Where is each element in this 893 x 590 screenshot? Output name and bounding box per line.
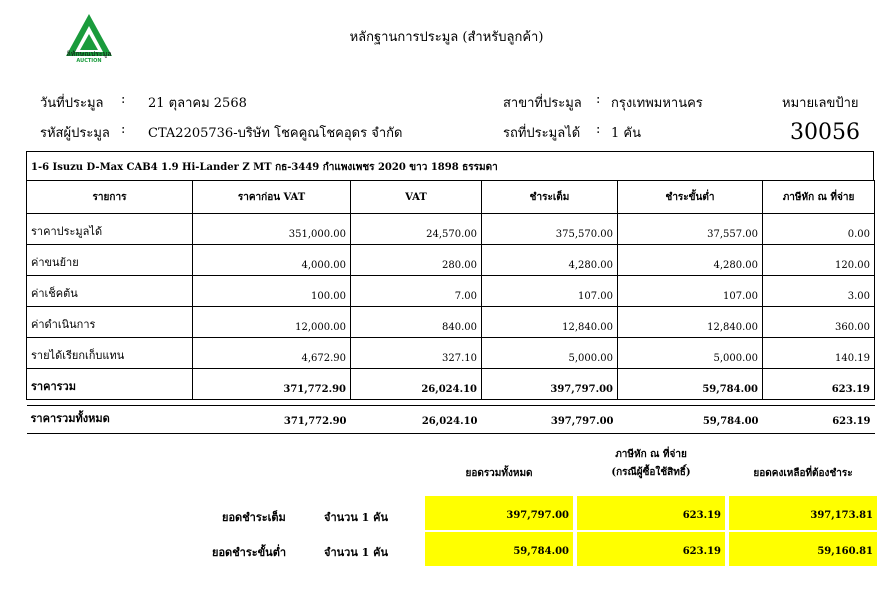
cell: 24,570.00 (351, 214, 482, 245)
cell: 7.00 (351, 276, 482, 307)
colon: : (121, 92, 126, 107)
cars-won-value: 1 คัน (611, 126, 641, 141)
cell: 351,000.00 (193, 214, 351, 245)
row-label: ราคาประมูลได้ (27, 214, 193, 245)
cell: 623.19 (763, 406, 875, 434)
cell: 371,772.90 (193, 369, 351, 400)
grand-total-row (27, 406, 875, 434)
row-label: ค่าขนย้าย (27, 245, 193, 276)
cell: 623.19 (763, 369, 875, 400)
vehicle-description-box (26, 151, 874, 180)
table-row (27, 214, 875, 245)
cell: 12,840.00 (482, 307, 618, 338)
cell: 3.00 (763, 276, 875, 307)
row-label: ค่าดำเนินการ (27, 307, 193, 338)
summary-header-wht (577, 446, 725, 482)
summary-row-qty: จำนวน 1 คัน (324, 546, 389, 559)
table-row (27, 338, 875, 369)
cell: 4,672.90 (193, 338, 351, 369)
bidder-code-label: รหัสผู้ประมูล (40, 126, 110, 141)
cell: 59,784.00 (618, 406, 763, 434)
row-label: ราคารวม (27, 369, 193, 400)
summary-wht-value: 623.19 (682, 510, 721, 521)
cell: 397,797.00 (482, 406, 618, 434)
summary-remaining-cell (729, 496, 877, 530)
colon: : (596, 122, 601, 137)
cell: 360.00 (763, 307, 875, 338)
cell: 37,557.00 (618, 214, 763, 245)
cell: 107.00 (618, 276, 763, 307)
table-row (27, 307, 875, 338)
column-header: VAT (351, 181, 482, 214)
summary-header-remaining: ยอดคงเหลือที่ต้องชำระ (753, 468, 853, 479)
cell: 0.00 (763, 214, 875, 245)
cell: 327.10 (351, 338, 482, 369)
document-title: หลักฐานการประมูล (สำหรับลูกค้า) (349, 30, 544, 45)
cell: 371,772.90 (193, 406, 351, 434)
branch-value: กรุงเทพมหานคร (611, 96, 703, 111)
summary-header-total: ยอดรวมทั้งหมด (465, 468, 533, 479)
cars-won-label: รถที่ประมูลได้ (503, 126, 581, 141)
column-header: ชำระเต็ม (482, 181, 618, 214)
summary-row-label: ยอดชำระเต็ม (222, 511, 286, 524)
branch-label: สาขาที่ประมูล (503, 96, 582, 111)
table-row (27, 276, 875, 307)
cell: 5,000.00 (482, 338, 618, 369)
total-row (27, 369, 875, 400)
auction-date-value: 21 ตุลาคม 2568 (148, 96, 247, 111)
summary-total-cell (425, 496, 573, 530)
vehicle-description: 1-6 Isuzu D-Max CAB4 1.9 Hi-Lander Z MT กธ-3449 กำแพงเพชร 2020 ขาว 1898 ธรรมดา (31, 162, 498, 173)
cell: 4,000.00 (193, 245, 351, 276)
cell: 5,000.00 (618, 338, 763, 369)
cell: 375,570.00 (482, 214, 618, 245)
summary-wht-value: 623.19 (682, 546, 721, 557)
column-header: รายการ (27, 181, 193, 214)
price-breakdown-table (26, 180, 875, 434)
cell: 107.00 (482, 276, 618, 307)
sign-number-value: 30056 (790, 120, 860, 145)
summary-row-qty: จำนวน 1 คัน (324, 511, 389, 524)
summary-header-wht-line2: (กรณีผู้ซื้อใช้สิทธิ์) (611, 467, 691, 478)
logo-subtext: AUCTION (76, 58, 102, 64)
cell: 12,840.00 (618, 307, 763, 338)
colon: : (121, 122, 126, 137)
cell: 4,280.00 (618, 245, 763, 276)
row-label: ราคารวมทั้งหมด (27, 406, 193, 434)
table-row (27, 245, 875, 276)
cell: 26,024.10 (351, 369, 482, 400)
cell: 26,024.10 (351, 406, 482, 434)
bidder-code-value: CTA2205736-บริษัท โชคคูณโชคอุดร จำกัด (148, 126, 403, 141)
sign-number-label: หมายเลขป้าย (782, 96, 859, 111)
cell: 120.00 (763, 245, 875, 276)
colon: : (596, 92, 601, 107)
logo-text: ลิทักษณประมูล (66, 50, 112, 58)
column-header: ราคาก่อน VAT (193, 181, 351, 214)
column-header: ภาษีหัก ณ ที่จ่าย (763, 181, 875, 214)
summary-wht-cell (577, 532, 725, 566)
summary-row-label: ยอดชำระขั้นต่ำ (212, 546, 287, 559)
summary-total-value: 397,797.00 (506, 510, 569, 521)
summary-wht-cell (577, 496, 725, 530)
summary-remaining-value: 397,173.81 (810, 510, 873, 521)
column-header: ชำระขั้นต่ำ (618, 181, 763, 214)
summary-total-cell (425, 532, 573, 566)
row-label: ค่าเช็คต้น (27, 276, 193, 307)
cell: 397,797.00 (482, 369, 618, 400)
summary-header-wht-line1: ภาษีหัก ณ ที่จ่าย (615, 449, 687, 460)
cell: 840.00 (351, 307, 482, 338)
summary-total-value: 59,784.00 (513, 546, 569, 557)
cell: 100.00 (193, 276, 351, 307)
auction-date-label: วันที่ประมูล (40, 96, 104, 111)
summary-remaining-cell (729, 532, 877, 566)
row-label: รายได้เรียกเก็บแทน (27, 338, 193, 369)
cell: 4,280.00 (482, 245, 618, 276)
cell: 140.19 (763, 338, 875, 369)
cell: 12,000.00 (193, 307, 351, 338)
table-header-row (27, 181, 875, 214)
summary-remaining-value: 59,160.81 (817, 546, 873, 557)
cell: 280.00 (351, 245, 482, 276)
cell: 59,784.00 (618, 369, 763, 400)
